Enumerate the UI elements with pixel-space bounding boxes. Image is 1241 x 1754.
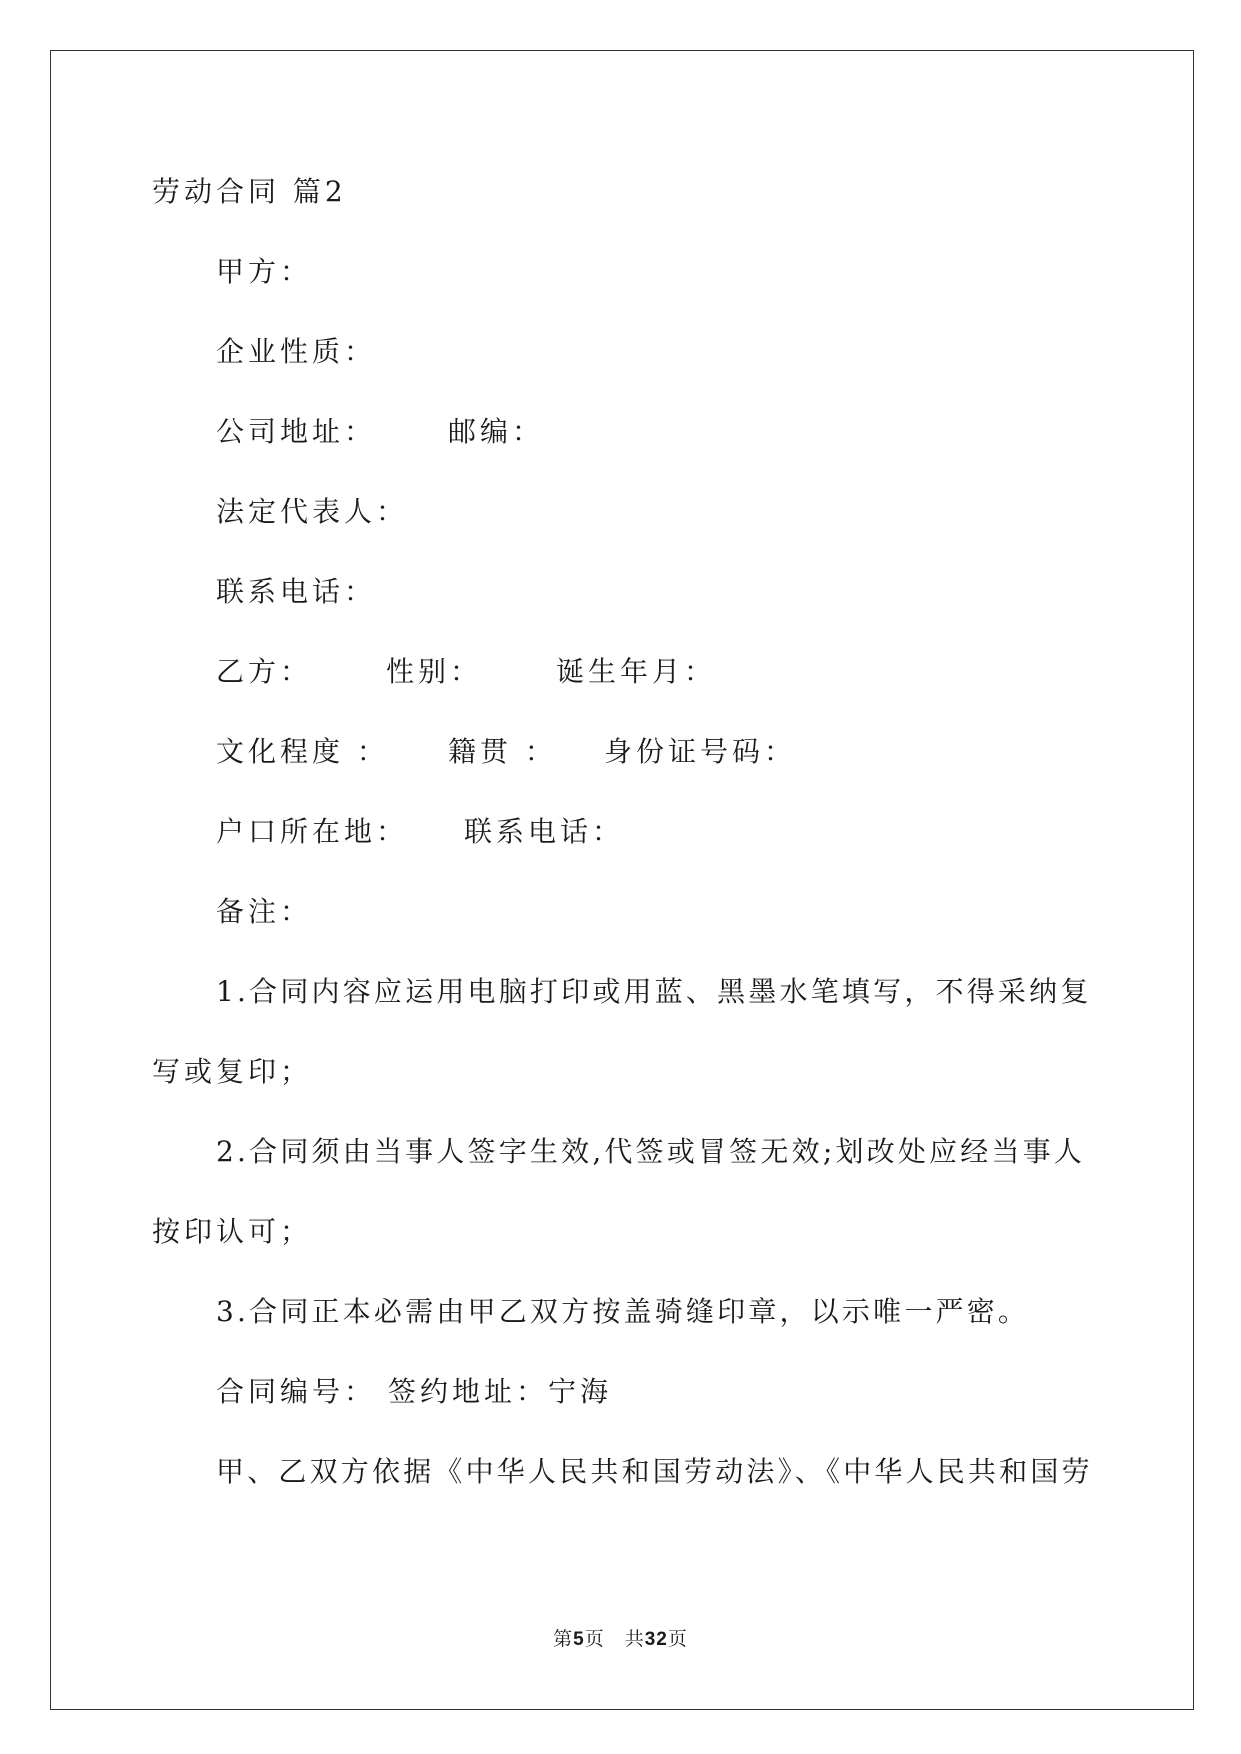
- address-row: [216, 412, 716, 452]
- footer-page-prefix: 第: [553, 1628, 574, 1650]
- education-row: [216, 732, 916, 772]
- party-a-label: 甲方：: [216, 255, 313, 288]
- party-b-label: 乙方：: [216, 655, 313, 688]
- phone-b-label: 联系电话：: [464, 815, 625, 848]
- company-address-label: 公司地址：: [216, 415, 377, 448]
- note-2-line-1: 2.合同须由当事人签字生效,代签或冒签无效;划改处应经当事人: [216, 1135, 1086, 1168]
- native-place-label: 籍贯 ：: [448, 735, 557, 768]
- document-heading: 劳动合同 篇2: [152, 175, 347, 208]
- gender-label: 性别：: [386, 655, 483, 688]
- note-2-line-2: 按印认可；: [152, 1215, 313, 1248]
- education-label: 文化程度 ：: [216, 735, 389, 768]
- footer-total-suffix: 页: [667, 1628, 688, 1650]
- postcode-label: 邮编：: [448, 415, 545, 448]
- hukou-label: 户口所在地：: [216, 815, 409, 848]
- id-number-label: 身份证号码：: [604, 735, 797, 768]
- party-b-row: [216, 652, 816, 692]
- birth-label: 诞生年月：: [556, 655, 717, 688]
- footer-page-suffix: 页: [584, 1628, 605, 1650]
- footer-total-number: 32: [644, 1629, 668, 1650]
- note-1-line-1: 1.合同内容应运用电脑打印或用蓝、黑墨水笔填写，不得采纳复: [216, 975, 1092, 1008]
- page-footer: [0, 1626, 1241, 1653]
- hukou-row: [216, 812, 816, 852]
- sign-place-label: 签约地址：宁海: [388, 1375, 613, 1408]
- contract-info-row: [216, 1372, 716, 1412]
- legal-rep-label: 法定代表人：: [216, 495, 409, 528]
- contract-no-label: 合同编号：: [216, 1375, 377, 1408]
- footer-page-number: 5: [573, 1629, 585, 1650]
- note-1-line-2: 写或复印；: [152, 1055, 313, 1088]
- footer-total-prefix: 共: [624, 1628, 645, 1650]
- notes-label: 备注：: [216, 895, 313, 928]
- note-3: 3.合同正本必需由甲乙双方按盖骑缝印章，以示唯一严密。: [216, 1295, 1030, 1328]
- enterprise-nature-label: 企业性质：: [216, 335, 377, 368]
- intro-line-1: 甲、乙双方依据《中华人民共和国劳动法》、《中华人民共和国劳: [216, 1455, 1093, 1488]
- phone-a-label: 联系电话：: [216, 575, 377, 608]
